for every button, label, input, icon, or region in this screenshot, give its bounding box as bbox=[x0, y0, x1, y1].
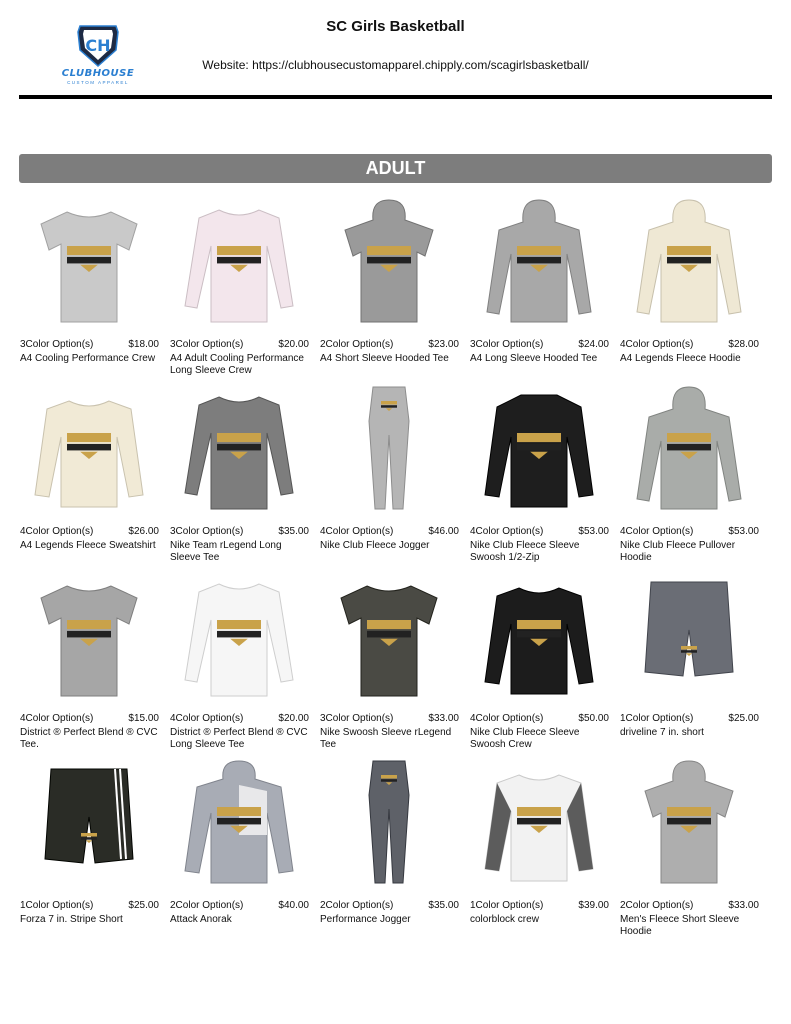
page-header bbox=[0, 0, 791, 100]
hoodie-garment-icon bbox=[479, 194, 599, 332]
color-options-count: 4Color Option(s) bbox=[620, 526, 694, 537]
product-image[interactable] bbox=[329, 381, 449, 519]
product-price: $40.00 bbox=[278, 900, 309, 911]
product-card[interactable] bbox=[319, 755, 459, 935]
product-name[interactable]: District ® Perfect Blend ® CVC Long Sleeve Tee bbox=[170, 727, 308, 750]
product-price: $20.00 bbox=[278, 339, 309, 350]
product-card[interactable] bbox=[619, 755, 759, 935]
product-card[interactable] bbox=[169, 755, 309, 935]
color-options-count: 4Color Option(s) bbox=[20, 526, 94, 537]
product-name[interactable]: Nike Team rLegend Long Sleeve Tee bbox=[170, 540, 282, 563]
tee-garment-icon bbox=[329, 568, 449, 706]
product-card[interactable] bbox=[619, 194, 759, 374]
product-price: $20.00 bbox=[278, 713, 309, 724]
product-image[interactable] bbox=[29, 194, 149, 332]
product-name[interactable]: A4 Legends Fleece Sweatshirt bbox=[20, 540, 156, 551]
longsleeve-garment-icon bbox=[179, 194, 299, 332]
product-card[interactable] bbox=[319, 568, 459, 748]
hoodie-ss-garment-icon bbox=[629, 755, 749, 893]
jogger-garment-icon bbox=[329, 381, 449, 519]
logo-subtext: CUSTOM APPAREL bbox=[67, 80, 129, 85]
jogger-garment-icon bbox=[329, 755, 449, 893]
product-price: $15.00 bbox=[128, 713, 159, 724]
color-options-count: 1Color Option(s) bbox=[470, 900, 544, 911]
product-card[interactable] bbox=[19, 194, 159, 374]
website-link[interactable]: Website: https://clubhousecustomapparel.chipply.com/scagirlsbasketball/ bbox=[202, 58, 589, 72]
product-card[interactable] bbox=[469, 568, 609, 748]
logo-text: CLUBHOUSE bbox=[61, 68, 135, 79]
product-price: $25.00 bbox=[128, 900, 159, 911]
color-options-count: 3Color Option(s) bbox=[470, 339, 544, 350]
product-name[interactable]: Nike Swoosh Sleeve rLegend Tee bbox=[320, 727, 452, 750]
product-image[interactable] bbox=[179, 568, 299, 706]
page-title: SC Girls Basketball bbox=[326, 18, 465, 35]
color-options-count: 3Color Option(s) bbox=[170, 339, 244, 350]
product-row bbox=[19, 568, 769, 748]
color-options-count: 4Color Option(s) bbox=[20, 713, 94, 724]
product-name[interactable]: Nike Club Fleece Sleeve Swoosh Crew bbox=[470, 727, 580, 750]
color-options-count: 2Color Option(s) bbox=[170, 900, 244, 911]
color-options-count: 4Color Option(s) bbox=[470, 713, 544, 724]
product-price: $33.00 bbox=[728, 900, 759, 911]
colorblock-garment-icon bbox=[479, 755, 599, 893]
product-image[interactable] bbox=[629, 755, 749, 893]
product-price: $24.00 bbox=[578, 339, 609, 350]
product-name[interactable]: Nike Club Fleece Sleeve Swoosh 1/2-Zip bbox=[470, 540, 580, 563]
product-price: $35.00 bbox=[278, 526, 309, 537]
product-name[interactable]: Attack Anorak bbox=[170, 914, 232, 925]
product-name[interactable]: A4 Legends Fleece Hoodie bbox=[620, 353, 741, 364]
product-price: $53.00 bbox=[728, 526, 759, 537]
product-name[interactable]: Nike Club Fleece Jogger bbox=[320, 540, 430, 551]
product-price: $53.00 bbox=[578, 526, 609, 537]
product-card[interactable] bbox=[469, 755, 609, 935]
product-image[interactable] bbox=[479, 194, 599, 332]
product-image[interactable] bbox=[29, 381, 149, 519]
product-price: $39.00 bbox=[578, 900, 609, 911]
section-heading-adult: ADULT bbox=[19, 154, 772, 183]
product-name[interactable]: colorblock crew bbox=[470, 914, 539, 925]
product-card[interactable] bbox=[19, 381, 159, 561]
product-card[interactable] bbox=[169, 568, 309, 748]
crew-garment-icon bbox=[479, 568, 599, 706]
color-options-count: 2Color Option(s) bbox=[320, 339, 394, 350]
product-price: $25.00 bbox=[728, 713, 759, 724]
zip-garment-icon bbox=[479, 381, 599, 519]
product-name[interactable]: A4 Long Sleeve Hooded Tee bbox=[470, 353, 598, 364]
product-price: $28.00 bbox=[728, 339, 759, 350]
product-card[interactable] bbox=[619, 381, 759, 561]
longsleeve-garment-icon bbox=[179, 381, 299, 519]
product-price: $18.00 bbox=[128, 339, 159, 350]
product-row bbox=[19, 755, 769, 935]
color-options-count: 3Color Option(s) bbox=[170, 526, 244, 537]
product-name[interactable]: A4 Short Sleeve Hooded Tee bbox=[320, 353, 449, 364]
product-card[interactable] bbox=[469, 381, 609, 561]
color-options-count: 2Color Option(s) bbox=[620, 900, 694, 911]
product-image[interactable] bbox=[179, 755, 299, 893]
product-image[interactable] bbox=[29, 568, 149, 706]
tee-garment-icon bbox=[29, 568, 149, 706]
product-image[interactable] bbox=[629, 568, 749, 706]
header-divider bbox=[19, 95, 772, 99]
stripe-shorts-garment-icon bbox=[29, 755, 149, 893]
product-price: $26.00 bbox=[128, 526, 159, 537]
product-image[interactable] bbox=[29, 755, 149, 893]
product-image[interactable] bbox=[329, 194, 449, 332]
color-options-count: 4Color Option(s) bbox=[620, 339, 694, 350]
color-options-count: 3Color Option(s) bbox=[20, 339, 94, 350]
product-price: $50.00 bbox=[578, 713, 609, 724]
product-name[interactable]: A4 Adult Cooling Performance Long Sleeve Crew bbox=[170, 353, 304, 376]
color-options-count: 1Color Option(s) bbox=[20, 900, 94, 911]
color-options-count: 2Color Option(s) bbox=[320, 900, 394, 911]
color-options-count: 4Color Option(s) bbox=[320, 526, 394, 537]
product-image[interactable] bbox=[179, 194, 299, 332]
product-card[interactable] bbox=[19, 755, 159, 935]
product-card[interactable] bbox=[469, 194, 609, 374]
product-card[interactable] bbox=[19, 568, 159, 748]
product-card[interactable] bbox=[169, 194, 309, 374]
product-image[interactable] bbox=[329, 755, 449, 893]
product-name[interactable]: District ® Perfect Blend ® CVC Tee. bbox=[20, 727, 158, 750]
product-name[interactable]: driveline 7 in. short bbox=[620, 727, 704, 738]
longsleeve-garment-icon bbox=[179, 568, 299, 706]
product-price: $33.00 bbox=[428, 713, 459, 724]
product-name[interactable]: A4 Cooling Performance Crew bbox=[20, 353, 156, 364]
color-options-count: 4Color Option(s) bbox=[470, 526, 544, 537]
hoodie-ss-garment-icon bbox=[329, 194, 449, 332]
product-image[interactable] bbox=[179, 381, 299, 519]
product-name[interactable]: Men's Fleece Short Sleeve Hoodie bbox=[620, 914, 740, 937]
product-price: $46.00 bbox=[428, 526, 459, 537]
product-card[interactable] bbox=[319, 194, 459, 374]
hoodie-garment-icon bbox=[629, 381, 749, 519]
product-card[interactable] bbox=[169, 381, 309, 561]
product-card[interactable] bbox=[619, 568, 759, 748]
hoodie-garment-icon bbox=[629, 194, 749, 332]
tee-garment-icon bbox=[29, 194, 149, 332]
product-image[interactable] bbox=[479, 755, 599, 893]
product-name[interactable]: Performance Jogger bbox=[320, 914, 411, 925]
product-name[interactable]: Nike Club Fleece Pullover Hoodie bbox=[620, 540, 736, 563]
product-image[interactable] bbox=[479, 381, 599, 519]
anorak-garment-icon bbox=[179, 755, 299, 893]
product-image[interactable] bbox=[629, 381, 749, 519]
product-image[interactable] bbox=[629, 194, 749, 332]
logo-monogram: CH bbox=[85, 36, 111, 55]
color-options-count: 3Color Option(s) bbox=[320, 713, 394, 724]
shorts-garment-icon bbox=[629, 568, 749, 706]
product-row bbox=[19, 194, 769, 374]
crew-garment-icon bbox=[29, 381, 149, 519]
product-name[interactable]: Forza 7 in. Stripe Short bbox=[20, 914, 123, 925]
product-image[interactable] bbox=[329, 568, 449, 706]
product-image[interactable] bbox=[479, 568, 599, 706]
product-price: $23.00 bbox=[428, 339, 459, 350]
color-options-count: 4Color Option(s) bbox=[170, 713, 244, 724]
color-options-count: 1Color Option(s) bbox=[620, 713, 694, 724]
product-price: $35.00 bbox=[428, 900, 459, 911]
product-card[interactable] bbox=[319, 381, 459, 561]
product-row bbox=[19, 381, 769, 561]
